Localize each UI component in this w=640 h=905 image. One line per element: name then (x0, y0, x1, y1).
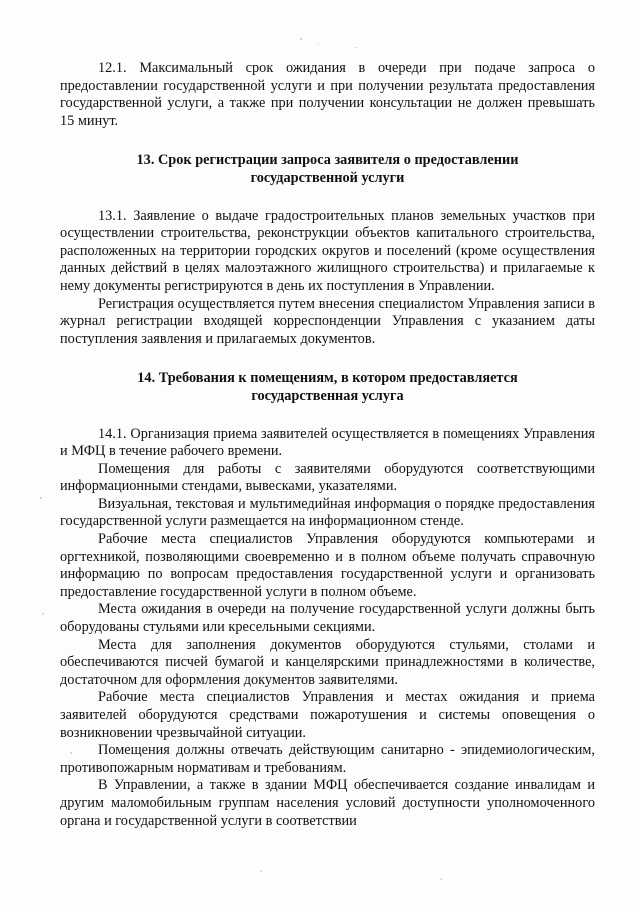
scan-speck (355, 47, 357, 48)
paragraph-14-6: Места для заполнения документов оборудуются стульями, столами и обеспечиваются писчей бумагой и канцелярскими принадлежностями в количестве, достаточном для оформления документов заявителями. (60, 636, 595, 688)
paragraph-14-2: Помещения для работы с заявителями оборудуются соответствующими информационными стендами, вывесками, указателями. (60, 460, 595, 495)
paragraph-14-1: 14.1. Организация приема заявителей осуществляется в помещениях Управления и МФЦ в течение рабочего времени. (60, 425, 595, 460)
scan-speck (42, 613, 44, 615)
scan-speck (70, 752, 72, 754)
paragraph-14-5: Места ожидания в очереди на получение государственной услуги должны быть оборудованы стульями или кресельными секциями. (60, 601, 595, 636)
scan-speck (318, 44, 319, 45)
paragraph-13-2: Регистрация осуществляется путем внесения специалистом Управления записи в журнал регистрации входящей корреспонденции Управления с указанием даты поступления заявления и прилагаемых документов. (60, 295, 595, 347)
document-body (60, 60, 595, 830)
scan-speck (40, 497, 42, 499)
section-heading-13: 13. Срок регистрации запроса заявителя о предоставлении государственной услуги (136, 152, 519, 186)
paragraph-14-3: Визуальная, текстовая и мультимедийная информация о порядке предоставления государственной услуги размещается на информационном стенде. (60, 495, 595, 530)
scan-speck (440, 878, 442, 880)
scan-speck (260, 870, 262, 872)
paragraph-13-1: 13.1. Заявление о выдаче градостроительных планов земельных участков при осуществлении строительства, реконструкции объектов капитального строительства, расположенных на территории городских округов и поселений (кроме осуществления данных действий в целях малоэтажного жилищного строительства) и прилагаемые к нему документы регистрируются в день их поступления в Управлении. (60, 207, 595, 294)
paragraph-14-4: Рабочие места специалистов Управления оборудуются компьютерами и оргтехникой, позволяющими своевременно и в полном объеме получать справочную информацию по вопросам предоставления государственной услуги и организовать предоставление государственной услуги в полном объеме. (60, 531, 595, 600)
paragraph-12-1: 12.1. Максимальный срок ожидания в очереди при подаче запроса о предоставлении государственной услуги и при получении результата предоставления государственной услуги, а также при получении консультации не должен превышать 15 минут. (60, 60, 595, 129)
paragraph-14-9: В Управлении, а также в здании МФЦ обеспечивается создание инвалидам и другим маломобильным группам населения условий доступности уполномоченного органа и государственной услуги в соответствии (60, 777, 595, 829)
section-heading-14: 14. Требования к помещениям, в котором предоставляется государственная услуга (137, 370, 518, 404)
scan-speck (300, 38, 302, 40)
paragraph-14-7: Рабочие места специалистов Управления и местах ожидания и приема заявителей оборудуются средствами пожаротушения и системы оповещения о возникновении чрезвычайной ситуации. (60, 689, 595, 741)
paragraph-14-8: Помещения должны отвечать действующим санитарно - эпидемиологическим, противопожарным нормативам и требованиям. (60, 742, 595, 776)
